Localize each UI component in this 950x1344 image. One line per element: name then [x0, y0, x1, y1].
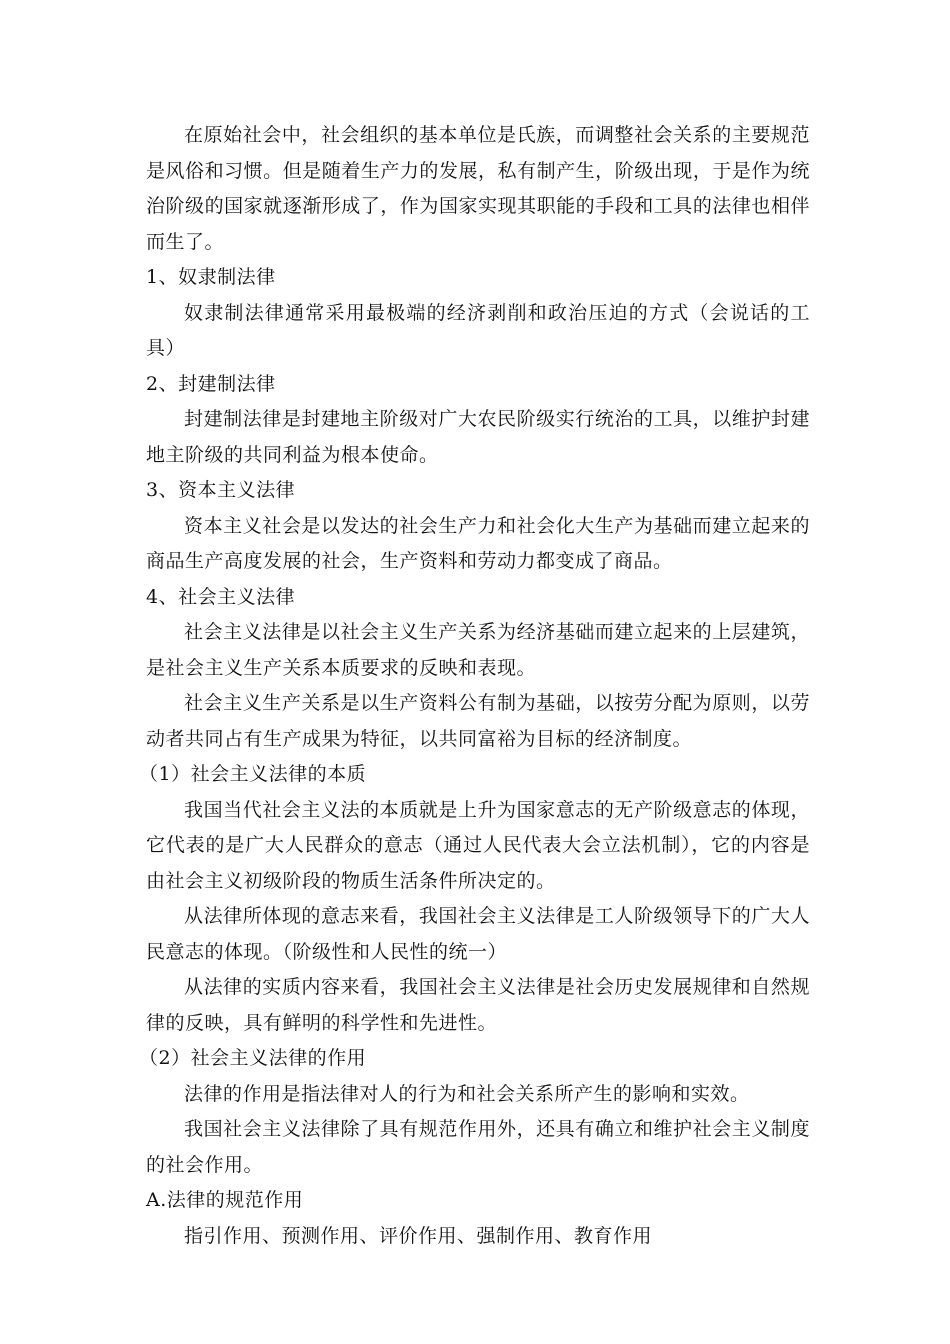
heading-feudal-law: 2、封建制法律: [146, 372, 276, 395]
heading-essence: （1）社会主义法律的本质: [139, 763, 367, 785]
heading-normative-function: A.法律的规范作用: [146, 1189, 304, 1211]
paragraph-slavery-law: 奴隶制法律通常采用最极端的经济剥削和政治压迫的方式（会说话的工具）: [146, 301, 810, 359]
paragraph-capitalist-law: 资本主义社会是以发达的社会生产力和社会化大生产为基础而建立起来的商品生产高度发展的社会，生产资料和劳动力都变成了商品。: [146, 514, 810, 572]
heading-capitalist-law: 3、资本主义法律: [146, 479, 296, 501]
paragraph-normative-list: 指引作用、预测作用、评价作用、强制作用、教育作用: [184, 1224, 653, 1247]
paragraph-essence: 我国当代社会主义法的本质就是上升为国家意志的无产阶级意志的体现，它代表的是广大人民群众的意志（通过人民代表大会立法机制），它的内容是由社会主义初级阶段的物质生活条件所决定的。: [146, 798, 810, 892]
heading-socialist-law: 4、社会主义法律: [146, 585, 296, 608]
heading-function: （2）社会主义法律的作用: [139, 1047, 367, 1069]
paragraph-origin-of-law: 在原始社会中，社会组织的基本单位是氏族，而调整社会关系的主要规范是风俗和习惯。但是随着生产力的发展，私有制产生，阶级出现，于是作为统治阶级的国家就逐渐形成了，作为国家实现其职能的手段和工具的法律也相伴而生了。: [146, 124, 810, 253]
document-body: [139, 118, 810, 1254]
paragraph-content: 从法律的实质内容来看，我国社会主义法律是社会历史发展规律和自然规律的反映，具有鲜明的科学性和先进性。: [146, 976, 810, 1034]
paragraph-socialist-law: 社会主义法律是以社会主义生产关系为经济基础而建立起来的上层建筑，是社会主义生产关系本质要求的反映和表现。: [146, 621, 810, 679]
paragraph-feudal-law: 封建制法律是封建地主阶级对广大农民阶级实行统治的工具，以维护封建地主阶级的共同利益为根本使命。: [146, 408, 810, 466]
paragraph-function-definition: 法律的作用是指法律对人的行为和社会关系所产生的影响和实效。: [184, 1082, 750, 1105]
paragraph-socialist-relations: 社会主义生产关系是以生产资料公有制为基础，以按劳分配为原则，以劳动者共同占有生产成果为特征，以共同富裕为目标的经济制度。: [146, 692, 810, 750]
paragraph-social-function: 我国社会主义法律除了具有规范作用外，还具有确立和维护社会主义制度的社会作用。: [146, 1118, 810, 1176]
paragraph-will: 从法律所体现的意志来看，我国社会主义法律是工人阶级领导下的广大人民意志的体现。（阶级性和人民性的统一）: [146, 905, 810, 963]
heading-slavery-law: 1、奴隶制法律: [146, 266, 276, 288]
